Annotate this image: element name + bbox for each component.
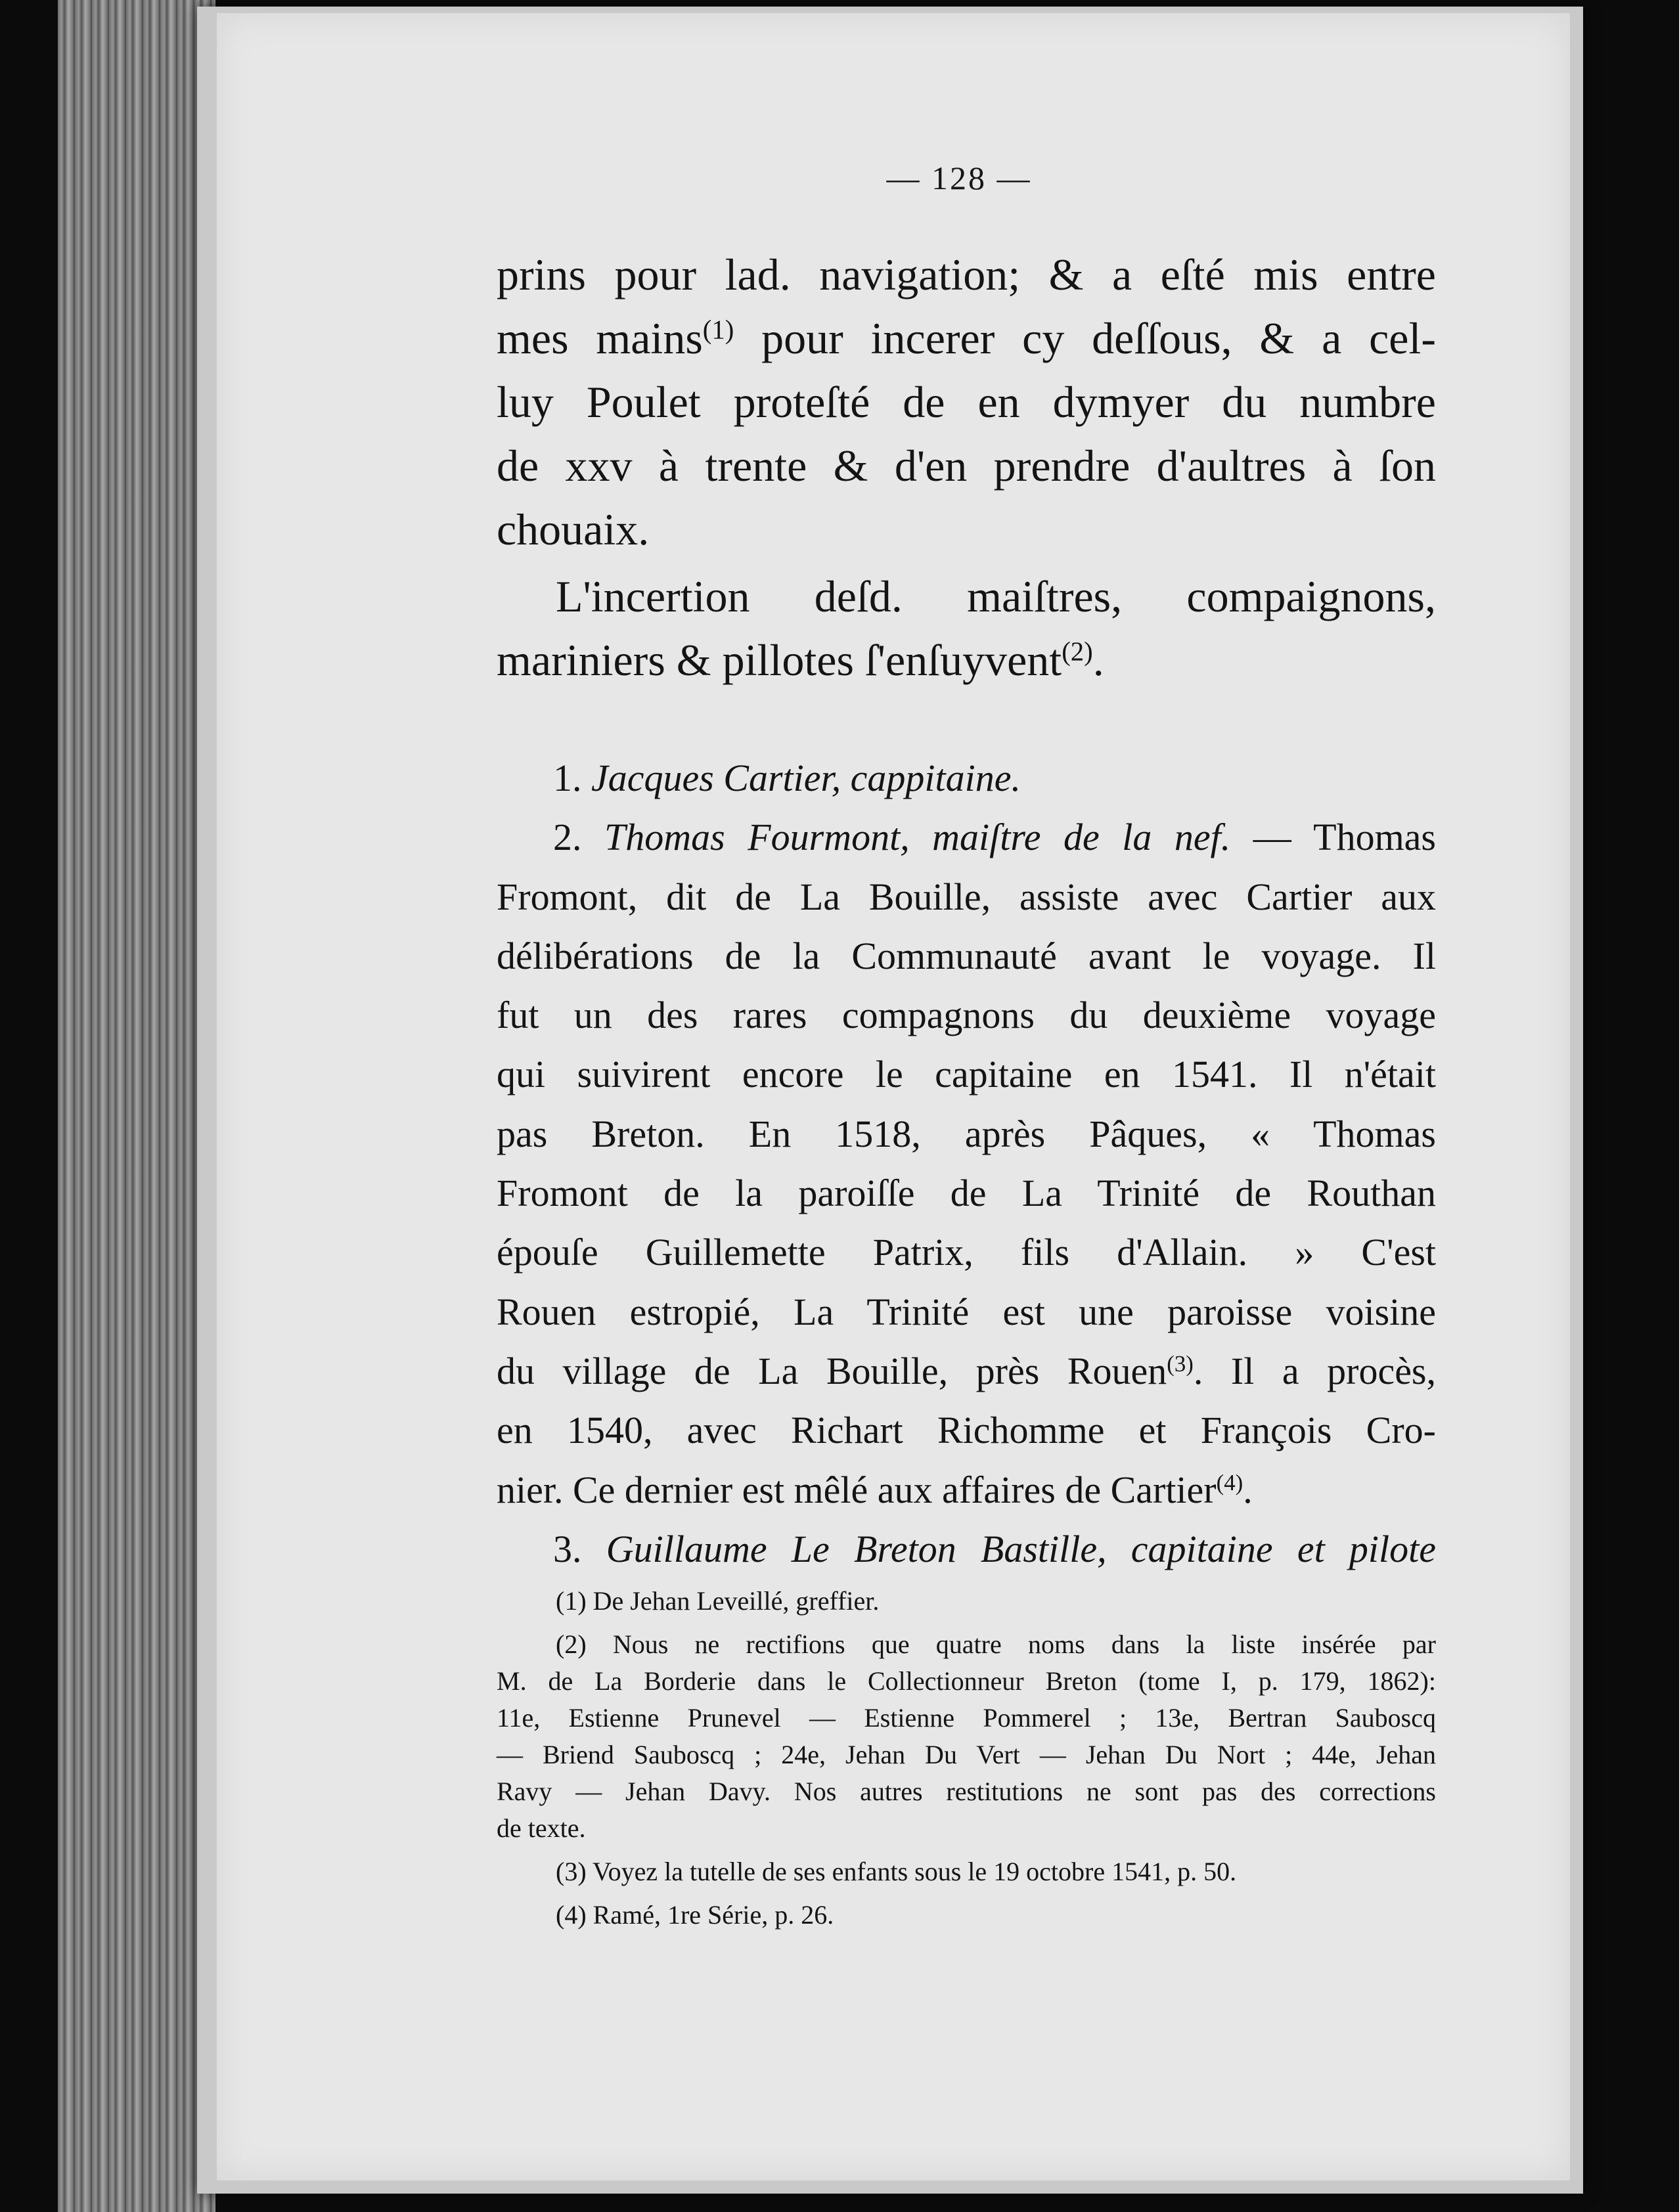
list-item-1: 1. Jacques Cartier, cappitaine. <box>553 757 1021 799</box>
text-line: nier. Ce dernier est mêlé aux affaires de Cartier$^{(4)}$. <box>497 1468 1253 1511</box>
text-line: épouſe Guillemette Patrix, fils d'Allain. » C'est <box>497 1231 1436 1274</box>
book-page-edges <box>58 0 215 2212</box>
footnote-ref-4: (4) <box>1216 1469 1243 1495</box>
text-line: luy Poulet proteſté de en dymyer du numbre <box>497 377 1436 427</box>
footnote-3: (3) Voyez la tutelle de ses enfants sous le 19 octobre 1541, p. 50. <box>556 1857 1237 1886</box>
footnotes <box>497 1583 1436 1934</box>
footnote-1: (1) De Jehan Leveillé, greffier. <box>556 1586 880 1616</box>
text-line: mariniers & pillotes ſ'enſuyvent$^{(2)}$. <box>497 635 1104 685</box>
footnote-2-line: Ravy — Jehan Davy. Nos autres restitutions ne sont pas des corrections <box>497 1777 1436 1806</box>
footnote-ref-1: (1) <box>702 315 734 345</box>
text-line: chouaix. <box>497 504 650 554</box>
footnote-ref-3: (3) <box>1167 1350 1194 1377</box>
text-line: Fromont, dit de La Bouille, assiste avec Cartier aux <box>497 875 1436 918</box>
main-paragraph-2 <box>497 565 1436 692</box>
text-line: prins pour lad. navigation; & a eſté mis entre <box>497 250 1436 299</box>
text-line: pas Breton. En 1518, après Pâques, « Thomas <box>497 1112 1436 1155</box>
text-line: fut un des rares compagnons du deuxième voyage <box>497 994 1436 1037</box>
text-line: L'incertion deſd. maiſtres, compaignons, <box>556 571 1436 621</box>
text-line: Fromont de la paroiſſe de La Trinité de Routhan <box>497 1172 1436 1215</box>
footnote-ref-2: (2) <box>1062 636 1093 667</box>
list-item-3: 3. Guillaume Le Breton Bastille, capitaine et pilote <box>553 1527 1436 1570</box>
footnote-4: (4) Ramé, 1re Série, p. 26. <box>556 1900 834 1930</box>
text-line: mes mains$^{(1)}$ pour incerer cy deſſous, & a cel- <box>497 313 1436 363</box>
footnote-2-line: (2) Nous ne rectifions que quatre noms dans la liste insérée par <box>556 1629 1436 1659</box>
page-number: — 128 — <box>886 160 1032 196</box>
text-line: en 1540, avec Richart Richomme et François Cro- <box>497 1409 1436 1452</box>
footnote-2-line: 11e, Estienne Prunevel — Estienne Pommerel ; 13e, Bertran Sauboscq <box>497 1703 1436 1733</box>
text-line: Rouen estropié, La Trinité est une paroisse voisine <box>497 1290 1436 1333</box>
text-line: qui suivirent encore le capitaine en 1541. Il n'était <box>497 1053 1436 1096</box>
footnote-2-line: — Briend Sauboscq ; 24e, Jehan Du Vert — Jehan Du Nort ; 44e, Jehan <box>497 1740 1436 1769</box>
text-line: de xxv à trente & d'en prendre d'aultres à ſon <box>497 441 1436 491</box>
main-paragraph-1 <box>497 243 1436 562</box>
crew-list <box>497 749 1436 1579</box>
footnote-2-line: de texte. <box>497 1813 586 1843</box>
text-line: délibérations de la Communauté avant le voyage. Il <box>497 934 1436 977</box>
list-item-2: 2. Thomas Fourmont, maiſtre de la nef. — Thomas <box>553 816 1436 859</box>
footnote-2-line: M. de La Borderie dans le Collectionneur Breton (tome I, p. 179, 1862): <box>497 1666 1436 1696</box>
text-line: du village de La Bouille, près Rouen$^{(3)}$. Il a procès, <box>497 1349 1437 1392</box>
